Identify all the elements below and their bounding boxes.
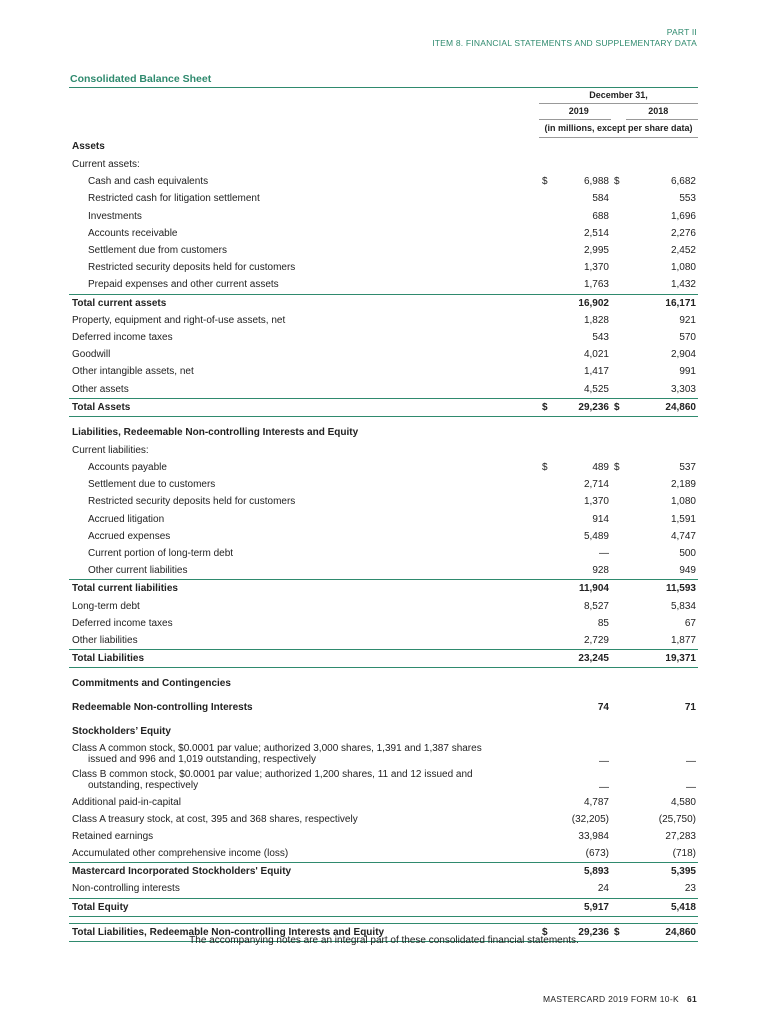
row-total-current-liab xyxy=(69,580,698,598)
currency-2019 xyxy=(539,767,553,793)
value-2019: 5,893 xyxy=(553,863,611,881)
line-item-label: Class A treasury stock, at cost, 395 and 368 shares, respectively xyxy=(72,813,358,825)
currency-2018 xyxy=(611,650,629,668)
currency-2018 xyxy=(611,225,629,242)
currency-2018 xyxy=(611,259,629,276)
line-item-label: Other liabilities xyxy=(72,634,138,646)
currency-2019: $ xyxy=(542,462,548,474)
value-2019: 2,995 xyxy=(583,245,609,257)
wrapped-label: Class B common stock, $0.0001 par value; authorized 1,200 shares, 11 and 12 issued and outstanding, respectively xyxy=(72,769,473,792)
currency-2019 xyxy=(539,898,553,916)
row-other-liab xyxy=(69,632,698,650)
currency-2019 xyxy=(539,294,553,312)
value-2019: 688 xyxy=(592,210,609,222)
page-footer xyxy=(543,994,697,1004)
currency-2018 xyxy=(611,190,629,207)
value-2018: — xyxy=(686,782,696,794)
line-item-label: Current portion of long-term debt xyxy=(88,548,234,560)
currency-2019 xyxy=(539,380,553,398)
currency-2018 xyxy=(611,580,629,598)
value-2018: 1,591 xyxy=(670,513,696,525)
currency-2019 xyxy=(539,545,553,562)
section-heading: Stockholders’ Equity xyxy=(72,726,171,738)
row-other-assets xyxy=(69,380,698,398)
currency-2018 xyxy=(611,380,629,398)
value-2019: 914 xyxy=(592,513,609,525)
line-item-label: Total Equity xyxy=(69,898,539,916)
currency-2019 xyxy=(539,880,553,898)
line-item-label: Cash and cash equivalents xyxy=(88,176,209,188)
value-2019: 8,527 xyxy=(583,600,609,612)
value-2018: 570 xyxy=(679,331,696,343)
currency-2018 xyxy=(611,276,629,294)
value-2019: 1,763 xyxy=(583,279,609,291)
value-2018: 5,395 xyxy=(629,863,698,881)
currency-2019 xyxy=(539,615,553,632)
row-mc-equity xyxy=(69,863,698,881)
row-equity-header xyxy=(69,722,698,741)
value-2018: 2,189 xyxy=(670,479,696,491)
page-number: 61 xyxy=(686,994,697,1004)
line-item-label: Other assets xyxy=(72,383,129,395)
currency-2018 xyxy=(611,363,629,380)
currency-2019 xyxy=(539,828,553,845)
value-2018: 1,696 xyxy=(670,210,696,222)
line-item-label: Restricted cash for litigation settlement xyxy=(88,193,260,205)
currency-2018 xyxy=(611,615,629,632)
line-item-label: Accounts payable xyxy=(88,462,167,474)
value-2019: 85 xyxy=(597,617,609,629)
title-divider xyxy=(69,87,698,88)
line-item-label: Settlement due from customers xyxy=(88,245,227,257)
year2-rule xyxy=(626,119,698,120)
currency-2018 xyxy=(611,294,629,312)
row-restricted-deposits-a xyxy=(69,259,698,276)
section-heading: Liabilities, Redeemable Non-controlling Interests and Equity xyxy=(72,426,359,438)
row-liab-header xyxy=(69,423,698,442)
currency-2019: $ xyxy=(539,398,553,416)
value-2019: 1,828 xyxy=(583,314,609,326)
value-2019: 4,525 xyxy=(583,383,609,395)
currency-2018 xyxy=(611,528,629,545)
spacer-row xyxy=(69,916,698,923)
currency-2018 xyxy=(611,312,629,329)
header-item: ITEM 8. FINANCIAL STATEMENTS AND SUPPLEMENTARY DATA xyxy=(432,38,697,48)
currency-2019 xyxy=(539,242,553,259)
value-2019: 1,417 xyxy=(583,366,609,378)
line-item-label: Total Assets xyxy=(69,398,539,416)
currency-2019 xyxy=(539,511,553,528)
value-2019: 2,714 xyxy=(583,479,609,491)
currency-2018 xyxy=(611,346,629,363)
currency-2018 xyxy=(611,562,629,580)
currency-2018 xyxy=(611,741,629,767)
line-item-label: Other current liabilities xyxy=(88,565,188,577)
value-2019: 543 xyxy=(592,331,609,343)
currency-2019 xyxy=(539,528,553,545)
line-item-label: Accrued litigation xyxy=(88,513,165,525)
currency-2019 xyxy=(539,363,553,380)
section-heading: Commitments and Contingencies xyxy=(72,678,231,690)
header-part: PART II xyxy=(666,27,697,37)
period-rule xyxy=(539,103,698,104)
value-2019: 24 xyxy=(597,883,609,895)
footer-doc: MASTERCARD 2019 FORM 10-K xyxy=(542,994,679,1004)
row-restricted-cash xyxy=(69,190,698,207)
value-2019: — xyxy=(599,548,609,560)
line-item-label: Deferred income taxes xyxy=(72,331,173,343)
value-2019: 1,370 xyxy=(583,496,609,508)
row-total-equity xyxy=(69,898,698,916)
line-item-label: Mastercard Incorporated Stockholders' Equity xyxy=(69,863,539,881)
value-2018: 991 xyxy=(679,366,696,378)
currency-2018 xyxy=(611,767,629,793)
line-item-label: Restricted security deposits held for customers xyxy=(88,496,296,508)
currency-2019 xyxy=(539,632,553,650)
row-aoci xyxy=(69,845,698,863)
subsection-label: Current assets: xyxy=(72,159,140,171)
line-item-label: Total Liabilities xyxy=(69,650,539,668)
value-2018: 537 xyxy=(679,462,696,474)
row-redeemable-nci xyxy=(69,699,698,716)
currency-2018: $ xyxy=(611,398,629,416)
value-2018: 24,860 xyxy=(629,398,698,416)
value-2018: 2,904 xyxy=(670,349,696,361)
value-2019: 11,904 xyxy=(553,580,611,598)
row-current-liabilities xyxy=(69,442,698,459)
value-2018: 6,682 xyxy=(670,176,696,188)
value-2018: 1,080 xyxy=(670,262,696,274)
currency-2019 xyxy=(539,276,553,294)
row-current-assets xyxy=(69,156,698,173)
line-item-label xyxy=(69,767,539,793)
value-2019: 29,236 xyxy=(553,923,611,941)
value-2018: 27,283 xyxy=(665,830,696,842)
value-2019: 23,245 xyxy=(553,650,611,668)
value-2018: 2,276 xyxy=(670,227,696,239)
currency-2018 xyxy=(611,476,629,493)
row-accrued-litigation xyxy=(69,511,698,528)
value-2018: 3,303 xyxy=(670,383,696,395)
line-item-label: Redeemable Non-controlling Interests xyxy=(72,702,253,714)
currency-2018 xyxy=(611,545,629,562)
currency-2018 xyxy=(611,699,629,716)
currency-2019 xyxy=(539,329,553,346)
currency-2018: $ xyxy=(614,176,620,188)
value-2018: 1,080 xyxy=(670,496,696,508)
currency-2019 xyxy=(539,493,553,510)
value-2018: 5,418 xyxy=(629,898,698,916)
line-item-label: Non-controlling interests xyxy=(72,883,180,895)
value-2019: — xyxy=(599,782,609,794)
currency-2018 xyxy=(611,880,629,898)
row-total-current-assets xyxy=(69,294,698,312)
currency-2019 xyxy=(539,562,553,580)
value-2018: 500 xyxy=(679,548,696,560)
line-item-label: Restricted security deposits held for customers xyxy=(88,262,296,274)
line-item-label: Property, equipment and right-of-use assets, net xyxy=(72,314,286,326)
row-commitments xyxy=(69,674,698,693)
value-2018: 19,371 xyxy=(629,650,698,668)
wrapped-label: Class A common stock, $0.0001 par value; authorized 3,000 shares, 1,391 and 1,387 shares issued and 996 and 1,019 outstanding, respectively xyxy=(72,743,482,766)
line-item-label xyxy=(69,741,539,767)
currency-2018 xyxy=(611,493,629,510)
statement-title: Consolidated Balance Sheet xyxy=(70,73,212,85)
currency-2018 xyxy=(611,632,629,650)
currency-2019 xyxy=(539,598,553,615)
line-item-label: Additional paid-in-capital xyxy=(72,796,181,808)
currency-2019 xyxy=(539,741,553,767)
line-item-label: Prepaid expenses and other current assets xyxy=(88,279,279,291)
currency-2019 xyxy=(539,346,553,363)
value-2018: (25,750) xyxy=(658,813,696,825)
value-2018: 1,877 xyxy=(670,634,696,646)
value-2018: 71 xyxy=(684,702,696,714)
value-2018: 553 xyxy=(679,193,696,205)
year-2019-header: 2019 xyxy=(568,106,589,116)
line-item-label: Total current liabilities xyxy=(69,580,539,598)
line-item-label: Goodwill xyxy=(72,349,111,361)
value-2018: 11,593 xyxy=(629,580,698,598)
value-2019: 16,902 xyxy=(553,294,611,312)
value-2019: 29,236 xyxy=(553,398,611,416)
value-2018: 23 xyxy=(684,883,696,895)
currency-2019 xyxy=(539,580,553,598)
value-2019: 74 xyxy=(597,702,609,714)
value-2019: 1,370 xyxy=(583,262,609,274)
line-item-label: Accounts receivable xyxy=(88,227,178,239)
row-total-assets xyxy=(69,398,698,416)
value-2019: 5,489 xyxy=(583,530,609,542)
value-2019: 2,729 xyxy=(583,634,609,646)
value-2018: 16,171 xyxy=(629,294,698,312)
row-settlement-due-from xyxy=(69,242,698,259)
line-item-label: Deferred income taxes xyxy=(72,617,173,629)
row-treasury xyxy=(69,811,698,828)
value-2018: 4,747 xyxy=(670,530,696,542)
currency-2019 xyxy=(539,225,553,242)
row-class-b xyxy=(69,767,698,793)
row-prepaid xyxy=(69,276,698,294)
row-ppe xyxy=(69,312,698,329)
line-item-label: Total current assets xyxy=(69,294,539,312)
value-2018: — xyxy=(686,756,696,768)
value-2019: 4,787 xyxy=(583,796,609,808)
currency-2018: $ xyxy=(614,462,620,474)
currency-2019 xyxy=(539,699,553,716)
currency-2018 xyxy=(611,329,629,346)
currency-2019 xyxy=(539,476,553,493)
currency-2018 xyxy=(611,845,629,863)
row-deferred-tax-a xyxy=(69,329,698,346)
row-settlement-due-to xyxy=(69,476,698,493)
row-cash xyxy=(69,173,698,190)
currency-2018 xyxy=(611,863,629,881)
year-headers xyxy=(539,106,698,116)
value-2018: 949 xyxy=(679,565,696,577)
row-class-a xyxy=(69,741,698,767)
row-deferred-tax-l xyxy=(69,615,698,632)
currency-2019 xyxy=(539,863,553,881)
value-2019: 489 xyxy=(592,462,609,474)
currency-2019 xyxy=(539,190,553,207)
currency-2018 xyxy=(611,828,629,845)
value-2019: 928 xyxy=(592,565,609,577)
row-other-current-liab xyxy=(69,562,698,580)
row-retained xyxy=(69,828,698,845)
currency-2018 xyxy=(611,511,629,528)
currency-2019 xyxy=(539,793,553,810)
value-2019: 4,021 xyxy=(583,349,609,361)
currency-2018 xyxy=(611,898,629,916)
currency-2019 xyxy=(539,845,553,863)
value-2018: 5,834 xyxy=(670,600,696,612)
row-accounts-receivable xyxy=(69,225,698,242)
period-header: December 31, xyxy=(589,90,648,100)
currency-2019 xyxy=(539,208,553,225)
currency-2018 xyxy=(611,208,629,225)
subsection-label: Current liabilities: xyxy=(72,444,149,456)
value-2019: 33,984 xyxy=(578,830,609,842)
currency-2018 xyxy=(611,242,629,259)
currency-2018 xyxy=(611,811,629,828)
value-2018: 24,860 xyxy=(629,923,698,941)
units-header: (in millions, except per share data) xyxy=(544,123,693,133)
value-2018: 2,452 xyxy=(670,245,696,257)
line-item-label: Accumulated other comprehensive income (loss) xyxy=(72,848,289,860)
row-restricted-deposits-l xyxy=(69,493,698,510)
row-accounts-payable xyxy=(69,459,698,476)
line-item-label: Other intangible assets, net xyxy=(72,366,194,378)
value-2019: 2,514 xyxy=(583,227,609,239)
currency-2019 xyxy=(539,312,553,329)
currency-2018 xyxy=(611,598,629,615)
line-item-label: Settlement due to customers xyxy=(88,479,216,491)
row-investments xyxy=(69,208,698,225)
currency-2018: $ xyxy=(611,923,629,941)
currency-2018 xyxy=(611,793,629,810)
balance-sheet-table xyxy=(69,137,698,942)
row-accrued-expenses xyxy=(69,528,698,545)
value-2018: 4,580 xyxy=(670,796,696,808)
currency-2019 xyxy=(539,259,553,276)
year-2018-header: 2018 xyxy=(648,106,669,116)
line-item-label: Retained earnings xyxy=(72,830,154,842)
value-2019: (673) xyxy=(585,848,609,860)
value-2018: 921 xyxy=(679,314,696,326)
row-intangibles xyxy=(69,363,698,380)
value-2019: (32,205) xyxy=(571,813,609,825)
value-2019: — xyxy=(599,756,609,768)
value-2019: 584 xyxy=(592,193,609,205)
value-2018: 1,432 xyxy=(670,279,696,291)
value-2018: 67 xyxy=(684,617,696,629)
page-header xyxy=(432,27,697,49)
row-goodwill xyxy=(69,346,698,363)
line-item-label: Long-term debt xyxy=(72,600,140,612)
value-2019: 6,988 xyxy=(583,176,609,188)
currency-2019: $ xyxy=(542,176,548,188)
currency-2019 xyxy=(539,650,553,668)
row-nci xyxy=(69,880,698,898)
row-total-liab xyxy=(69,650,698,668)
value-2018: (718) xyxy=(672,848,696,860)
line-item-label: Investments xyxy=(88,210,142,222)
line-item-label: Total Liabilities, Redeemable Non-controlling Interests and Equity xyxy=(69,923,539,941)
year1-rule xyxy=(539,119,611,120)
section-heading: Assets xyxy=(72,141,105,152)
currency-2019 xyxy=(539,811,553,828)
row-current-ltd xyxy=(69,545,698,562)
currency-2019: $ xyxy=(539,923,553,941)
value-2019: 5,917 xyxy=(553,898,611,916)
line-item-label: Accrued expenses xyxy=(88,530,171,542)
row-assets xyxy=(69,137,698,156)
row-ltd xyxy=(69,598,698,615)
footnote: The accompanying notes are an integral part of these consolidated financial statements. xyxy=(189,935,579,946)
row-apic xyxy=(69,793,698,810)
